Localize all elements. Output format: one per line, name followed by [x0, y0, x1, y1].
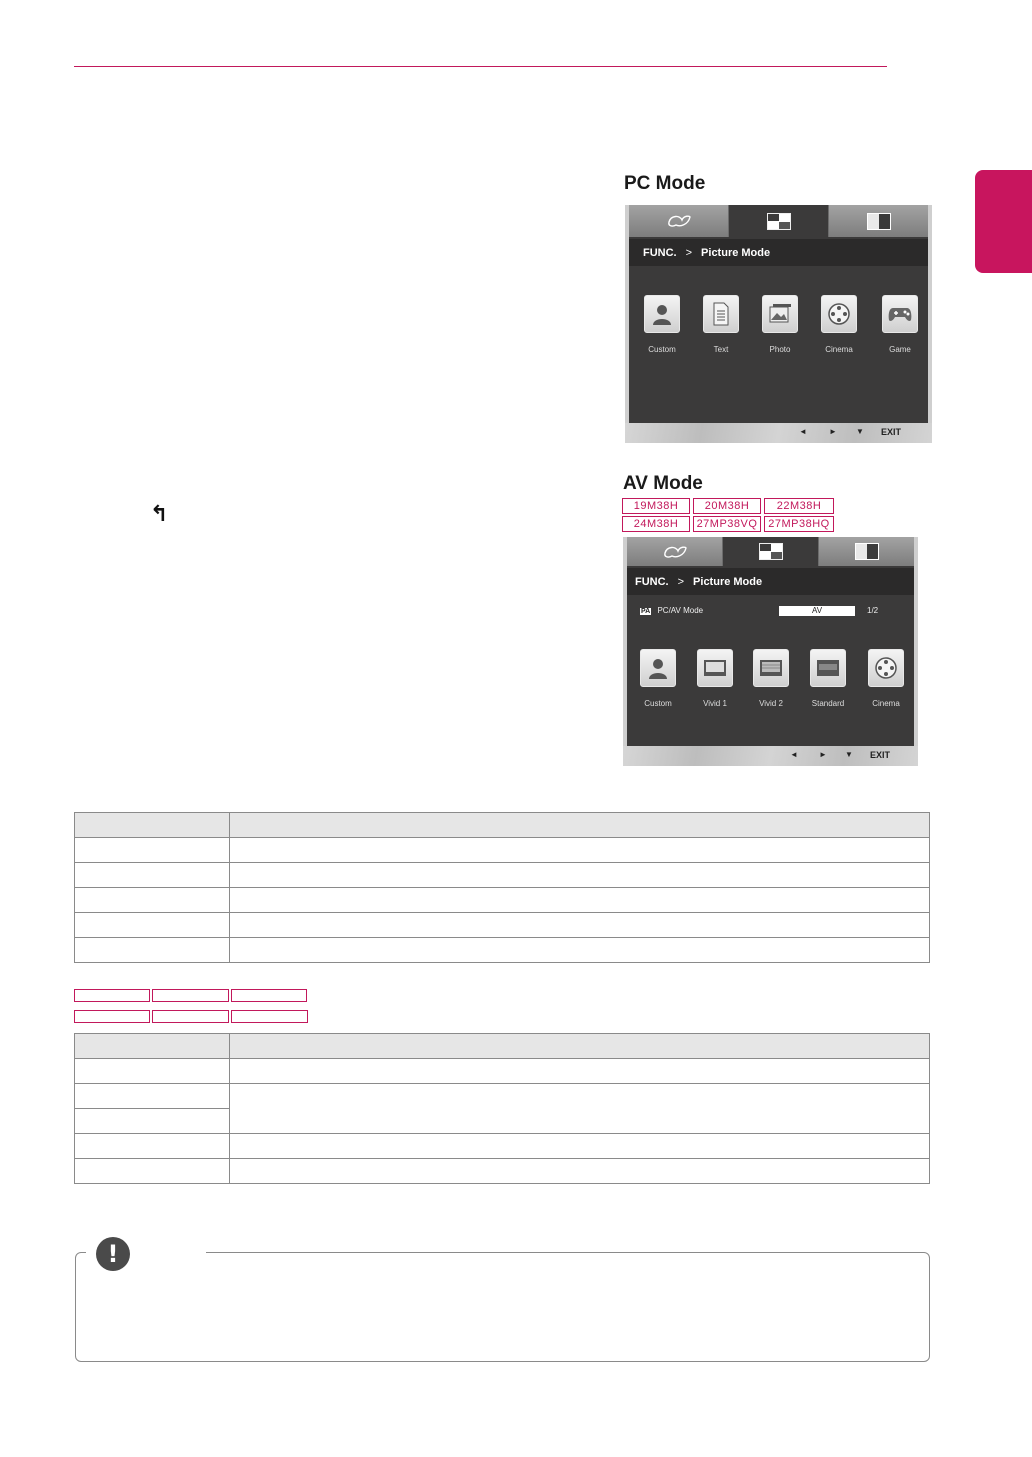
model-tag: [152, 989, 229, 1002]
osd-tab-bar: [627, 537, 914, 566]
picture-mode-cinema[interactable]: [816, 295, 862, 354]
pcav-mode-row[interactable]: [640, 606, 703, 615]
table-row: [75, 938, 930, 963]
model-tag: [231, 989, 307, 1002]
pcav-badge: PA: [641, 608, 651, 615]
picture-mode-vivid-2[interactable]: [748, 649, 794, 708]
picture-mode-text[interactable]: [698, 295, 744, 354]
picture-mode-standard[interactable]: [805, 649, 851, 708]
table-cell: [75, 938, 230, 963]
picture-mode-custom[interactable]: [639, 295, 685, 354]
table-header-row: [75, 1034, 930, 1059]
person-icon: [644, 295, 680, 333]
table-cell: [75, 913, 230, 938]
table-header-row: [75, 813, 930, 838]
pc-mode-title: PC Mode: [624, 173, 706, 194]
tab-picture[interactable]: [723, 537, 819, 566]
item-label: Text: [713, 345, 729, 354]
picture-icon: [767, 213, 791, 230]
table-row: [75, 838, 930, 863]
model-tag: 19M38H: [622, 498, 690, 514]
note-box: [75, 1252, 930, 1362]
pc-picture-mode-table: [74, 812, 930, 963]
nav-down-button[interactable]: ▼: [845, 750, 853, 759]
picture-mode-photo[interactable]: [757, 295, 803, 354]
av-picture-mode-table: [74, 1033, 930, 1184]
table-row: [75, 1059, 930, 1084]
table-cell: [75, 838, 230, 863]
table-cell: [75, 1159, 230, 1184]
film-reel-icon: [868, 649, 904, 687]
exit-button[interactable]: EXIT: [881, 427, 902, 437]
table-cell: [230, 863, 930, 888]
model-tag: [152, 1010, 229, 1023]
pcav-value[interactable]: AV: [779, 606, 855, 616]
model-tag: [74, 1010, 150, 1023]
table-cell: [230, 838, 930, 863]
av-mode-osd: [623, 537, 918, 766]
osd-tab-bar: [629, 205, 928, 237]
table-row: [75, 913, 930, 938]
exit-button[interactable]: EXIT: [870, 750, 891, 760]
table-cell: [230, 888, 930, 913]
film-reel-icon: [821, 295, 857, 333]
tab-eco[interactable]: [627, 537, 723, 566]
table-cell: [230, 1034, 930, 1059]
table-cell: [75, 1084, 230, 1109]
exclamation-icon: !: [96, 1237, 130, 1271]
item-label: Cinema: [872, 699, 900, 708]
pc-mode-osd: [625, 205, 932, 443]
model-tag: 27MP38HQ: [764, 516, 834, 532]
breadcrumb-page: Picture Mode: [693, 575, 763, 588]
item-label: Vivid 1: [703, 699, 727, 708]
item-label: Custom: [648, 345, 676, 354]
header-rule: [74, 66, 887, 67]
osd-bottom-bar: [625, 423, 932, 443]
tab-color[interactable]: [829, 205, 928, 237]
model-tag: 20M38H: [693, 498, 761, 514]
table-cell: [230, 813, 930, 838]
table-cell: [75, 1034, 230, 1059]
tab-eco[interactable]: [629, 205, 729, 237]
table-row: [75, 888, 930, 913]
table-cell: [230, 913, 930, 938]
table-row: [75, 863, 930, 888]
table-cell: [230, 1159, 930, 1184]
picture-icon: [759, 543, 783, 560]
breadcrumb-root: FUNC.: [643, 246, 677, 259]
document-icon: [703, 295, 739, 333]
breadcrumb-page: Picture Mode: [701, 246, 771, 259]
table-row: [75, 1159, 930, 1184]
table-cell: [75, 863, 230, 888]
color-icon: [855, 543, 879, 560]
chapter-tab: [975, 170, 1032, 273]
tab-color[interactable]: [819, 537, 914, 566]
item-label: Standard: [811, 699, 845, 708]
photo-icon: [762, 295, 798, 333]
nav-left-button[interactable]: ◄: [799, 427, 807, 436]
table-row: [75, 1084, 930, 1109]
monitor-icon: [810, 649, 846, 687]
color-icon: [867, 213, 891, 230]
tab-picture[interactable]: [729, 205, 829, 237]
table-cell: [75, 813, 230, 838]
return-icon: ↰: [150, 502, 169, 527]
eco-leaf-icon: [666, 213, 692, 229]
model-tag: 24M38H: [622, 516, 690, 532]
item-label: Photo: [769, 345, 791, 354]
breadcrumb-root: FUNC.: [635, 575, 669, 588]
picture-mode-cinema[interactable]: [863, 649, 909, 708]
page-indicator: 1/2: [867, 606, 879, 615]
table-cell: [230, 1134, 930, 1159]
picture-mode-custom[interactable]: [635, 649, 681, 708]
model-tag: [74, 989, 150, 1002]
gamepad-icon: [882, 295, 918, 333]
table-cell: [230, 1059, 930, 1084]
item-label: Vivid 2: [759, 699, 783, 708]
table-cell: [230, 1084, 930, 1134]
osd-bottom-bar: [623, 746, 918, 766]
model-tag: 22M38H: [764, 498, 834, 514]
item-label: Cinema: [825, 345, 853, 354]
model-tag: 27MP38VQ: [693, 516, 761, 532]
osd-breadcrumb: [629, 239, 928, 266]
item-label: Custom: [644, 699, 672, 708]
model-tag: [231, 1010, 308, 1023]
table-cell: [230, 938, 930, 963]
table-cell: [75, 1109, 230, 1134]
av-mode-title: AV Mode: [623, 473, 703, 494]
nav-down-button[interactable]: ▼: [856, 427, 864, 436]
nav-right-button[interactable]: ►: [819, 750, 827, 759]
monitor-icon: [697, 649, 733, 687]
person-icon: [640, 649, 676, 687]
table-cell: [75, 888, 230, 913]
nav-left-button[interactable]: ◄: [790, 750, 798, 759]
osd-breadcrumb: [627, 568, 914, 595]
breadcrumb-separator: >: [677, 575, 685, 588]
eco-leaf-icon: [662, 544, 688, 560]
item-label: Game: [889, 345, 911, 354]
monitor-icon: [753, 649, 789, 687]
table-cell: [75, 1059, 230, 1084]
table-row: [75, 1134, 930, 1159]
nav-right-button[interactable]: ►: [829, 427, 837, 436]
table-cell: [75, 1134, 230, 1159]
pcav-label: PC/AV Mode: [657, 606, 704, 615]
breadcrumb-separator: >: [685, 246, 693, 259]
picture-mode-game[interactable]: [877, 295, 923, 354]
picture-mode-vivid-1[interactable]: [692, 649, 738, 708]
